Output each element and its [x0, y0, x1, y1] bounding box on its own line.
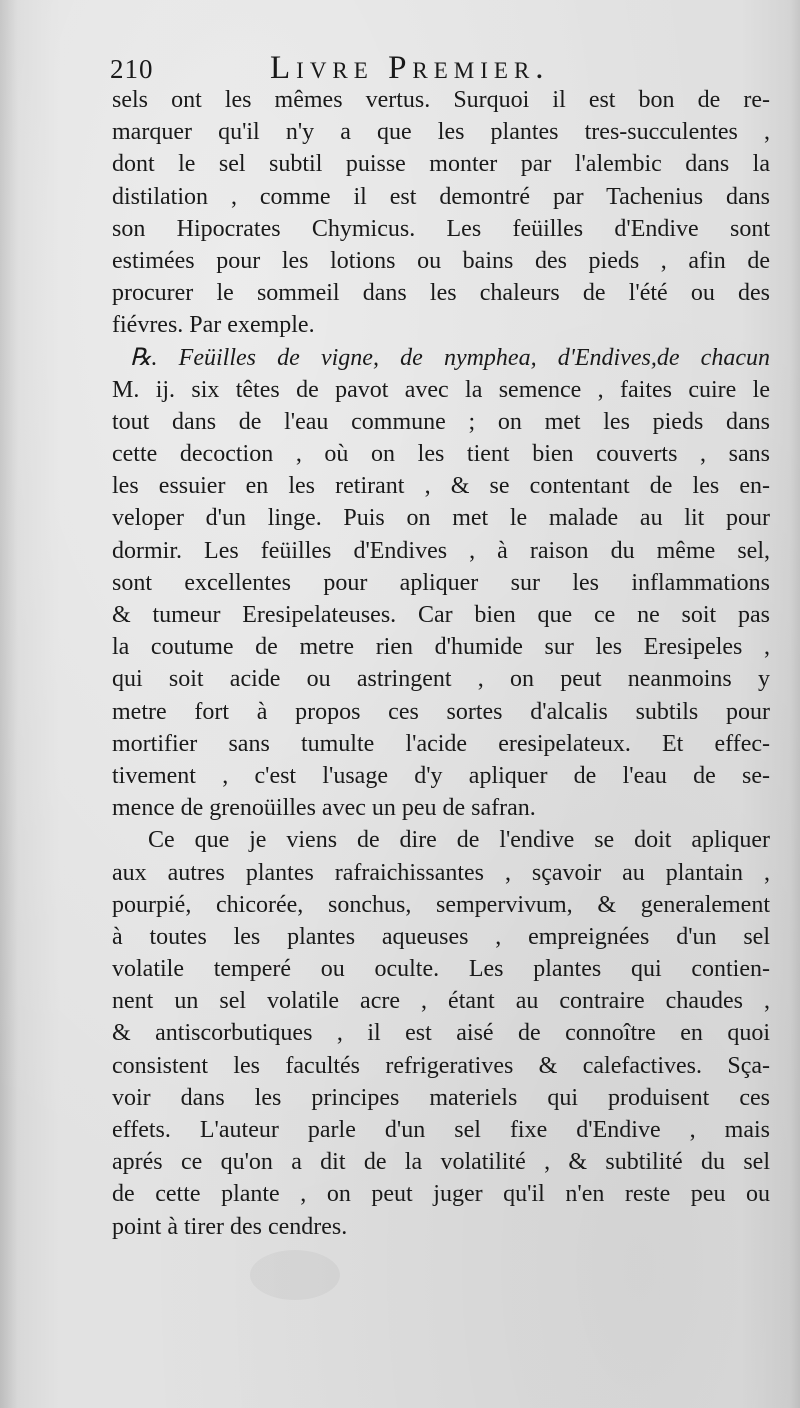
text-line: tout dans de l'eau commune ; on met les pieds dans: [112, 408, 770, 435]
text-line: qui soit acide ou astringent , on peut neanmoins y: [112, 666, 770, 693]
text-line: pourpié, chicorée, sonchus, sempervivum, & generalement: [112, 891, 770, 918]
text-line: fiévres. Par exemple.: [112, 312, 315, 339]
text-line: aprés ce qu'on a dit de la volatilité , & subtilité du sel: [112, 1149, 770, 1176]
recipe-line: ℞. Feüilles de vigne, de nymphea, d'Endives,de chacun: [130, 344, 770, 371]
text-line: M. ij. six têtes de pavot avec la semence , faites cuire le: [112, 376, 770, 403]
text-line: & tumeur Eresipelateuses. Car bien que ce ne soit pas: [112, 602, 770, 628]
text-line: consistent les facultés refrigeratives & calefactives. Sça-: [112, 1052, 770, 1079]
text-line: de cette plante , on peut juger qu'il n'en reste peu ou: [112, 1181, 770, 1208]
running-title: Livre Premier.: [270, 50, 550, 86]
text-line: son Hipocrates Chymicus. Les feüilles d'Endive sont: [112, 215, 770, 242]
body-text: [112, 84, 770, 1243]
text-line: à toutes les plantes aqueuses , empreignées d'un sel: [112, 923, 770, 950]
text-line: mence de grenoüilles avec un peu de safran.: [112, 795, 536, 822]
text-line: & antiscorbutiques , il est aisé de connoître en quoi: [112, 1020, 770, 1047]
text-line: Ce que je viens de dire de l'endive se doit apliquer: [148, 827, 770, 854]
text-line: volatile temperé ou oculte. Les plantes qui contien-: [112, 956, 770, 983]
text-line: distilation , comme il est demontré par Tachenius dans: [112, 183, 770, 210]
text-line: mortifier sans tumulte l'acide eresipelateux. Et effec-: [112, 730, 770, 757]
text-line: estimées pour les lotions ou bains des pieds , afin de: [112, 247, 770, 274]
page-number: 210: [110, 54, 154, 84]
text-line: veloper d'un linge. Puis on met le malade au lit pour: [112, 505, 770, 532]
text-line: dont le sel subtil puisse monter par l'alembic dans la: [112, 151, 770, 178]
text-line: marquer qu'il n'y a que les plantes tres-succulentes ,: [112, 119, 770, 146]
text-line: la coutume de metre rien d'humide sur les Eresipeles ,: [112, 634, 770, 661]
text-line: procurer le sommeil dans les chaleurs de l'été ou des: [112, 280, 770, 307]
text-line: sels ont les mêmes vertus. Surquoi il est bon de re-: [112, 87, 770, 113]
text-line: metre fort à propos ces sortes d'alcalis subtils pour: [112, 698, 770, 725]
text-line: les essuier en les retirant , & se contentant de les en-: [112, 473, 770, 500]
text-line: nent un sel volatile acre , étant au contraire chaudes ,: [112, 988, 770, 1015]
text-line: point à tirer des cendres.: [112, 1213, 348, 1240]
text-line: effets. L'auteur parle d'un sel fixe d'Endive , mais: [112, 1117, 770, 1143]
text-line: voir dans les principes materiels qui produisent ces: [112, 1084, 770, 1111]
paper-stain: [250, 1250, 340, 1300]
text-line: dormir. Les feüilles d'Endives , à raison du même sel,: [112, 537, 770, 564]
text-line: aux autres plantes rafraichissantes , sçavoir au plantain ,: [112, 859, 770, 886]
text-line: tivement , c'est l'usage d'y apliquer de l'eau de se-: [112, 762, 770, 789]
text-line: sont excellentes pour apliquer sur les inflammations: [112, 569, 770, 596]
text-line: cette decoction , où on les tient bien couverts , sans: [112, 441, 770, 468]
